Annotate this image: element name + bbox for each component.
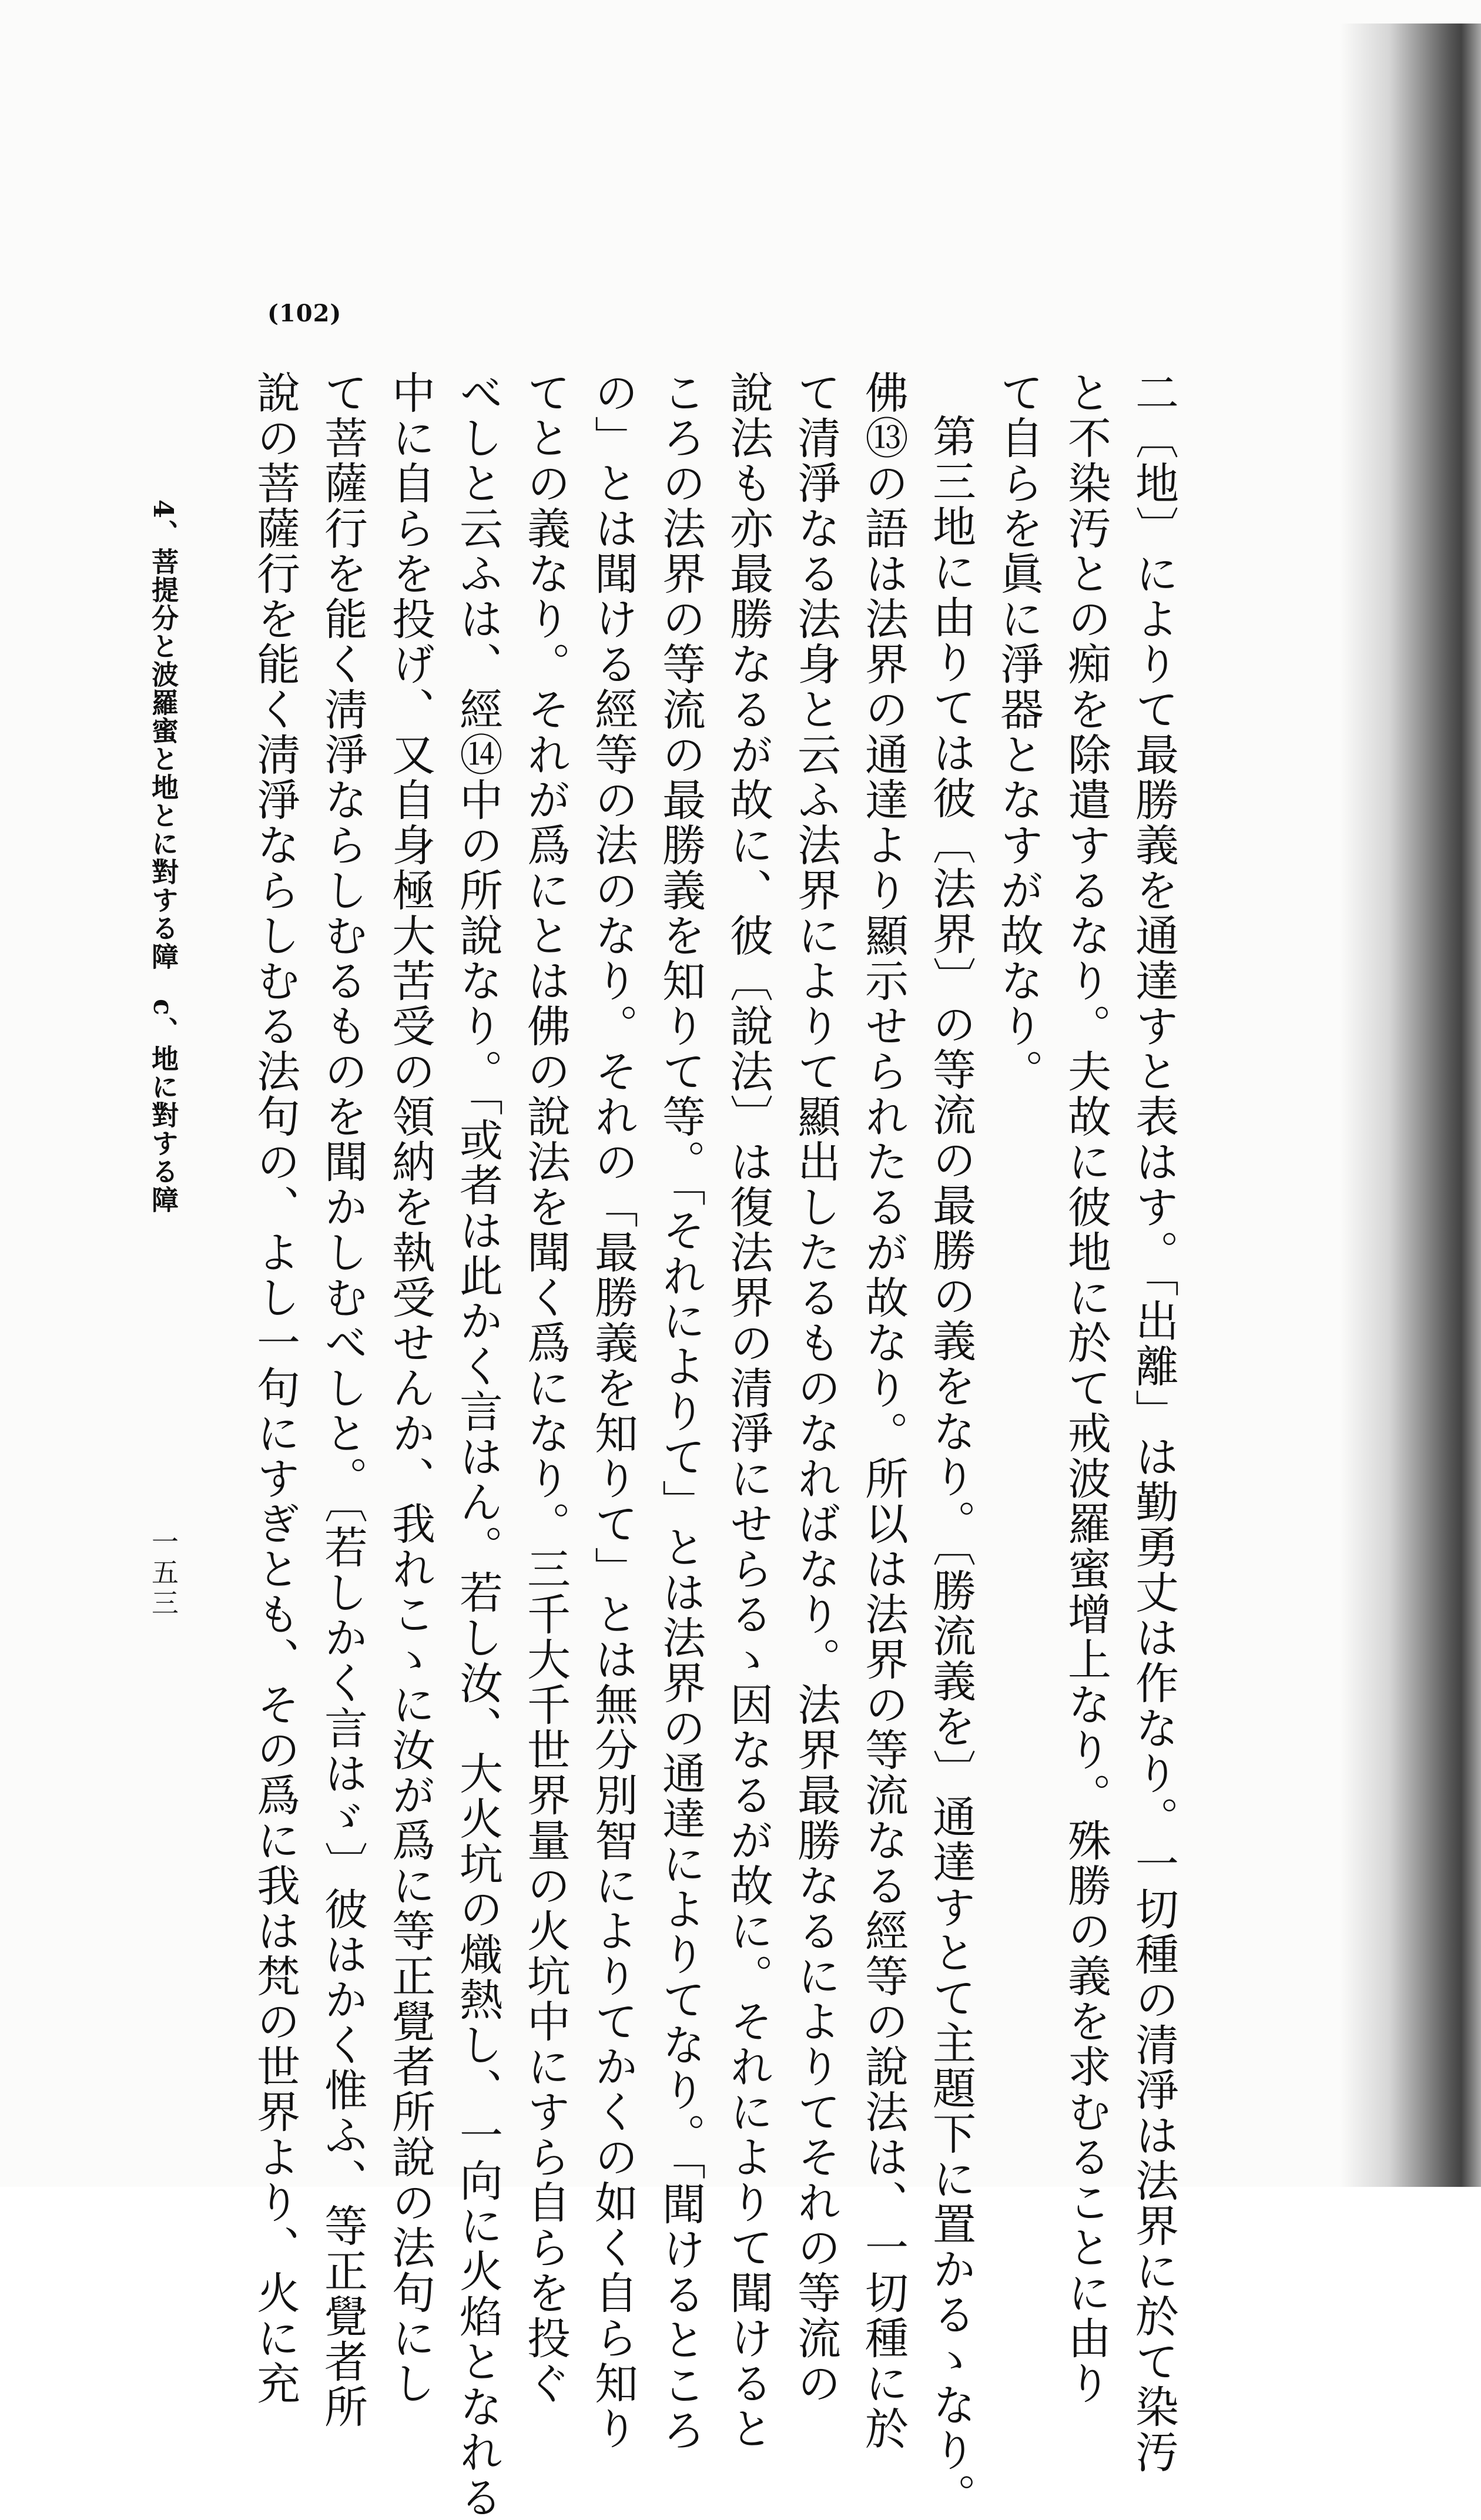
binding-shadow xyxy=(1340,24,1481,2187)
body-text xyxy=(194,370,1187,2520)
text-column: べしと云ふは、經⑭中の所說なり。「或者は此かく言はん。若し汝、大火坑の熾熱し、一向に火焰となれる xyxy=(453,370,503,2520)
text-column: 二〔地〕によりて最勝義を通達すと表はす。「出離」は勤勇丈は作なり。一切種の清淨は法界に於て染汚 xyxy=(1128,370,1179,2475)
text-column: 第三地に由りては彼〔法界〕の等流の最勝の義をなり。〔勝流義を〕通達すとて主題下に置かるゝなり。 xyxy=(926,414,976,2518)
text-column: て自らを眞に淨器となすが故なり。 xyxy=(993,370,1044,1094)
text-column: 中に自らを投げ、又自身極大苦受の領納を執受せんか、我れこゝに汝が爲に等正覺者所說の法句にし xyxy=(385,370,435,2406)
text-column: て清淨なる法身と云ふ法界によりて顯出したるものなればなり。法界最勝なるによりてそれの等流の xyxy=(790,370,841,2406)
text-column: の」とは聞ける經等の法のなり。それの「最勝義を知りて」とは無分別智によりてかくの如く自ら知り xyxy=(588,370,638,2451)
text-column: てとの義なり。それが爲にとは佛の說法を聞く爲になり。三千大千世界量の火坑中にすら自らを投ぐ xyxy=(520,370,571,2406)
running-head: 4、菩提分と波羅蜜と地とに對する障 c、地に對する障 xyxy=(148,499,179,1214)
page-marker: (102) xyxy=(267,300,342,327)
folio-page-number: 一五三 xyxy=(148,1528,179,1619)
text-column: 佛⑬の語は法界の通達より顯示せられたるが故なり。所以は法界の等流なる經等の說法は、一切種に於 xyxy=(858,370,909,2451)
text-column: ころの法界の等流の最勝義を知りて等。「それによりて」とは法界の通達によりてなり。「聞けるところ xyxy=(655,370,706,2453)
text-column: と不染汚との痴を除遣するなり。夫故に彼地に於て戒波羅蜜增上なり。殊勝の義を求むることに由り xyxy=(1061,370,1111,2406)
text-column: て菩薩行を能く淸淨ならしむるものを聞かしむべしと。〔若しかく言はゞ〕彼はかく惟ふ、等正覺者所 xyxy=(317,370,368,2430)
text-column: 說の菩薩行を能く淸淨ならしむる法句の、よし一句にすぎとも、その爲に我は梵の世界より、火に充 xyxy=(250,370,300,2406)
text-column: 說法も亦最勝なるが故に、彼〔說法〕は復法界の清淨にせらるゝ因なるが故に。それによりて聞けると xyxy=(723,370,773,2451)
